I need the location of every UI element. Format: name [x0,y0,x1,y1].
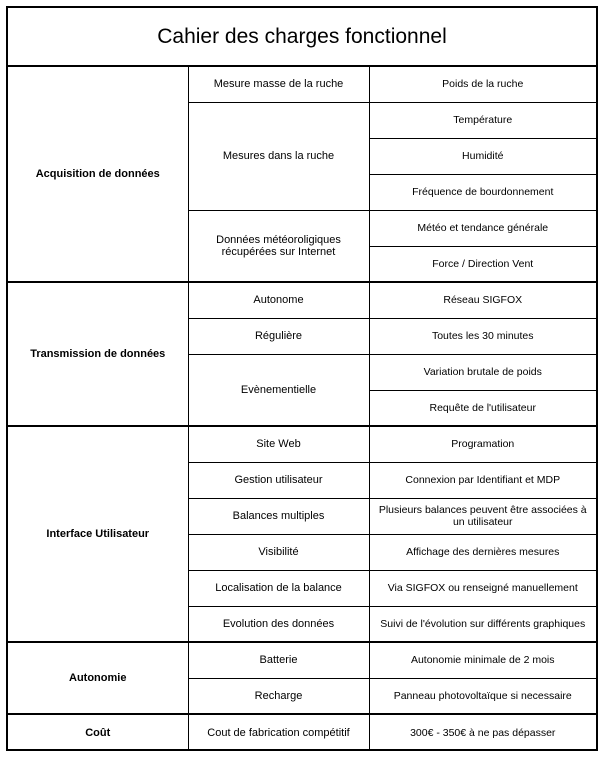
category-cell: Interface Utilisateur [8,426,188,642]
feature-cell: Site Web [188,426,369,462]
detail-cell: Variation brutale de poids [369,354,596,390]
table-row [8,642,596,678]
detail-cell: 300€ - 350€ à ne pas dépasser [369,714,596,750]
table-row [8,426,596,462]
detail-cell: Programation [369,426,596,462]
category-cell: Transmission de données [8,282,188,426]
feature-cell: Mesures dans la ruche [188,102,369,210]
table-row [8,66,596,102]
detail-cell: Requête de l'utilisateur [369,390,596,426]
detail-cell: Température [369,102,596,138]
detail-cell: Météo et tendance générale [369,210,596,246]
detail-cell: Connexion par Identifiant et MDP [369,462,596,498]
detail-cell: Réseau SIGFOX [369,282,596,318]
feature-cell: Données météoroligiques récupérées sur Internet [188,210,369,282]
category-cell: Coût [8,714,188,750]
feature-cell: Balances multiples [188,498,369,534]
detail-cell: Poids de la ruche [369,66,596,102]
detail-cell: Humidité [369,138,596,174]
detail-cell: Panneau photovoltaïque si necessaire [369,678,596,714]
feature-cell: Batterie [188,642,369,678]
feature-cell: Visibilité [188,534,369,570]
detail-cell: Force / Direction Vent [369,246,596,282]
feature-cell: Régulière [188,318,369,354]
detail-cell: Plusieurs balances peuvent être associées à un utilisateur [369,498,596,534]
detail-cell: Affichage des dernières mesures [369,534,596,570]
category-cell: Acquisition de données [8,66,188,282]
feature-cell: Cout de fabrication compétitif [188,714,369,750]
detail-cell: Fréquence de bourdonnement [369,174,596,210]
feature-cell: Evènementielle [188,354,369,426]
feature-cell: Evolution des données [188,606,369,642]
page-title: Cahier des charges fonctionnel [157,24,447,48]
feature-cell: Gestion utilisateur [188,462,369,498]
feature-cell: Autonome [188,282,369,318]
feature-cell: Mesure masse de la ruche [188,66,369,102]
spec-table [8,65,596,750]
feature-cell: Recharge [188,678,369,714]
table-row [8,282,596,318]
table-row [8,714,596,750]
detail-cell: Suivi de l'évolution sur différents graphiques [369,606,596,642]
detail-cell: Via SIGFOX ou renseigné manuellement [369,570,596,606]
document-frame [6,6,598,751]
detail-cell: Toutes les 30 minutes [369,318,596,354]
detail-cell: Autonomie minimale de 2 mois [369,642,596,678]
category-cell: Autonomie [8,642,188,714]
feature-cell: Localisation de la balance [188,570,369,606]
